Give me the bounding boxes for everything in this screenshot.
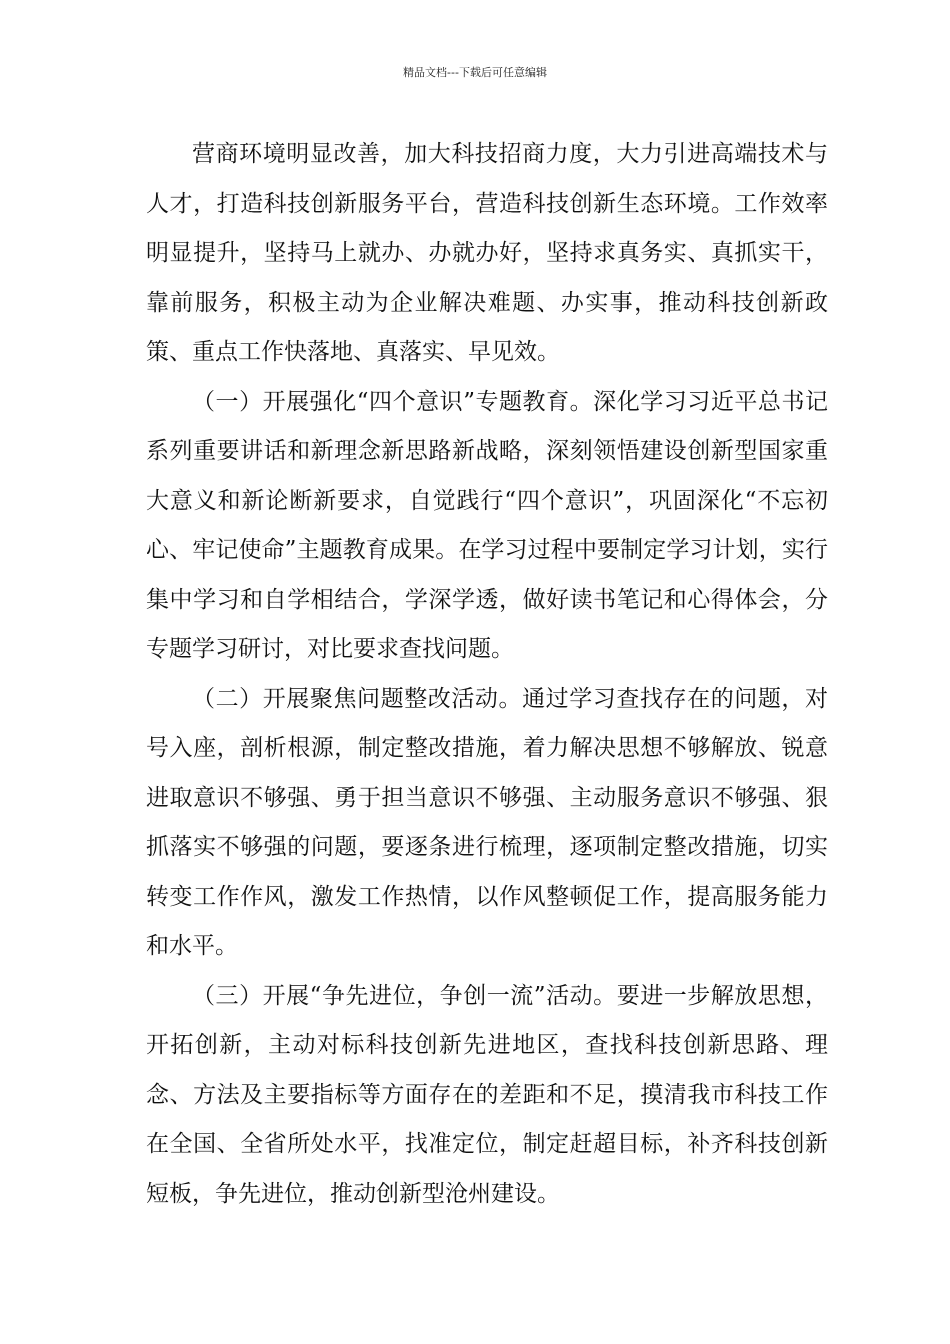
paragraph-section-1: （一）开展强化“四个意识”专题教育。深化学习习近平总书记系列重要讲话和新理念新思路新战略，深刻领悟建设创新型国家重大意义和新论断新要求，自觉践行“四个意识”，巩固深化“不忘初心、牢记使命”主题教育成果。在学习过程中要制定学习计划，实行集中学习和自学相结合，学深学透，做好读书笔记和心得体会，分专题学习研讨，对比要求查找问题。 <box>146 388 828 662</box>
paragraph-intro: 营商环境明显改善，加大科技招商力度，大力引进高端技术与人才，打造科技创新服务平台，营造科技创新生态环境。工作效率明显提升，坚持马上就办、办就办好，坚持求真务实、真抓实干，靠前服务，积极主动为企业解决难题、办实事，推动科技创新政策、重点工作快落地、真落实、早见效。 <box>146 141 828 365</box>
paragraph-section-2: （二）开展聚焦问题整改活动。通过学习查找存在的问题，对号入座，剖析根源，制定整改措施，着力解决思想不够解放、锐意进取意识不够强、勇于担当意识不够强、主动服务意识不够强、狠抓落实不够强的问题，要逐条进行梳理，逐项制定整改措施，切实转变工作作风，激发工作热情，以作风整顿促工作，提高服务能力和水平。 <box>146 685 828 959</box>
page-header: 精品文档---下载后可任意编辑 <box>403 66 547 79</box>
document-body <box>146 130 828 1219</box>
paragraph-section-3: （三）开展“争先进位，争创一流”活动。要进一步解放思想，开拓创新，主动对标科技创新先进地区，查找科技创新思路、理念、方法及主要指标等方面存在的差距和不足，摸清我市科技工作在全国、全省所处水平，找准定位，制定赶超目标，补齐科技创新短板，争先进位，推动创新型沧州建设。 <box>146 982 828 1207</box>
